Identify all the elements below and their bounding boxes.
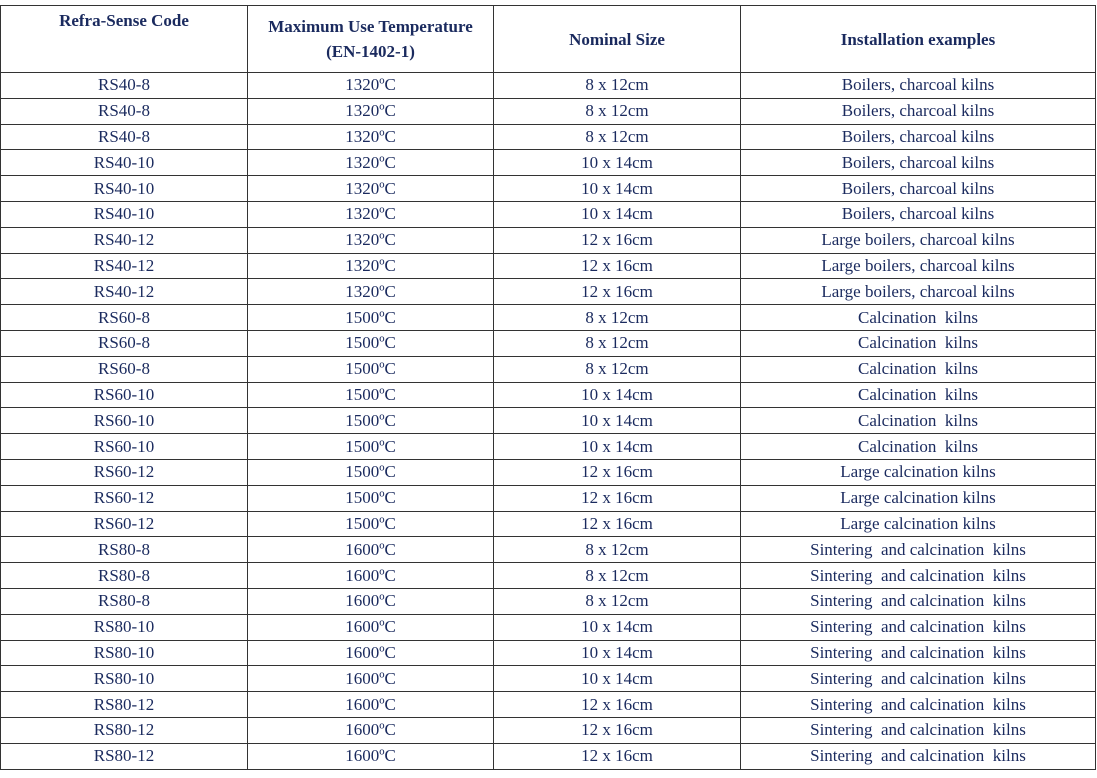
- cell-temperature: 1320ºC: [248, 227, 494, 253]
- cell-temperature: 1500ºC: [248, 330, 494, 356]
- cell-temperature: 1600ºC: [248, 588, 494, 614]
- cell-installation: Sintering and calcination kilns: [741, 563, 1096, 589]
- cell-size: 12 x 16cm: [494, 692, 741, 718]
- cell-code: RS60-10: [1, 382, 248, 408]
- cell-size: 10 x 14cm: [494, 150, 741, 176]
- cell-temperature: 1600ºC: [248, 743, 494, 769]
- cell-installation: Large boilers, charcoal kilns: [741, 227, 1096, 253]
- cell-size: 12 x 16cm: [494, 227, 741, 253]
- cell-size: 10 x 14cm: [494, 408, 741, 434]
- cell-code: RS60-12: [1, 459, 248, 485]
- cell-installation: Sintering and calcination kilns: [741, 614, 1096, 640]
- cell-temperature: 1500ºC: [248, 356, 494, 382]
- cell-code: RS40-12: [1, 227, 248, 253]
- cell-size: 8 x 12cm: [494, 537, 741, 563]
- cell-installation: Large boilers, charcoal kilns: [741, 279, 1096, 305]
- table-row: [1, 382, 1096, 408]
- cell-code: RS60-10: [1, 408, 248, 434]
- cell-code: RS80-10: [1, 614, 248, 640]
- cell-size: 10 x 14cm: [494, 666, 741, 692]
- cell-size: 10 x 14cm: [494, 201, 741, 227]
- table-row: [1, 563, 1096, 589]
- header-size: Nominal Size: [494, 6, 741, 73]
- table-row: [1, 692, 1096, 718]
- cell-size: 12 x 16cm: [494, 717, 741, 743]
- header-temperature-line2: (EN-1402-1): [326, 42, 415, 61]
- cell-installation: Calcination kilns: [741, 382, 1096, 408]
- table-row: [1, 614, 1096, 640]
- cell-size: 10 x 14cm: [494, 176, 741, 202]
- table-row: [1, 305, 1096, 331]
- cell-size: 10 x 14cm: [494, 434, 741, 460]
- cell-size: 12 x 16cm: [494, 511, 741, 537]
- cell-size: 10 x 14cm: [494, 614, 741, 640]
- cell-code: RS80-8: [1, 588, 248, 614]
- cell-installation: Boilers, charcoal kilns: [741, 124, 1096, 150]
- cell-size: 12 x 16cm: [494, 459, 741, 485]
- table-row: [1, 124, 1096, 150]
- cell-installation: Sintering and calcination kilns: [741, 717, 1096, 743]
- table-row: [1, 176, 1096, 202]
- table-body: [1, 73, 1096, 770]
- table-row: [1, 459, 1096, 485]
- table-header: [1, 6, 1096, 73]
- cell-size: 8 x 12cm: [494, 124, 741, 150]
- cell-size: 8 x 12cm: [494, 588, 741, 614]
- cell-code: RS60-10: [1, 434, 248, 460]
- cell-temperature: 1600ºC: [248, 640, 494, 666]
- cell-temperature: 1320ºC: [248, 150, 494, 176]
- cell-code: RS60-12: [1, 485, 248, 511]
- table-row: [1, 330, 1096, 356]
- cell-temperature: 1320ºC: [248, 253, 494, 279]
- header-temperature: [248, 6, 494, 73]
- table-row: [1, 434, 1096, 460]
- cell-installation: Calcination kilns: [741, 305, 1096, 331]
- cell-code: RS60-12: [1, 511, 248, 537]
- cell-code: RS40-8: [1, 124, 248, 150]
- cell-code: RS80-12: [1, 717, 248, 743]
- cell-code: RS60-8: [1, 330, 248, 356]
- table-row: [1, 201, 1096, 227]
- cell-installation: Calcination kilns: [741, 330, 1096, 356]
- table-row: [1, 485, 1096, 511]
- cell-installation: Boilers, charcoal kilns: [741, 201, 1096, 227]
- cell-installation: Large calcination kilns: [741, 511, 1096, 537]
- cell-code: RS40-10: [1, 176, 248, 202]
- cell-size: 8 x 12cm: [494, 98, 741, 124]
- header-temperature-line1: Maximum Use Temperature: [268, 17, 473, 36]
- table-row: [1, 743, 1096, 769]
- cell-installation: Boilers, charcoal kilns: [741, 73, 1096, 99]
- cell-installation: Sintering and calcination kilns: [741, 743, 1096, 769]
- cell-code: RS80-10: [1, 666, 248, 692]
- table-row: [1, 666, 1096, 692]
- cell-code: RS80-10: [1, 640, 248, 666]
- table-row: [1, 150, 1096, 176]
- cell-code: RS40-12: [1, 253, 248, 279]
- cell-code: RS40-8: [1, 98, 248, 124]
- cell-size: 12 x 16cm: [494, 279, 741, 305]
- cell-temperature: 1320ºC: [248, 98, 494, 124]
- header-row: [1, 6, 1096, 73]
- cell-temperature: 1600ºC: [248, 563, 494, 589]
- cell-installation: Sintering and calcination kilns: [741, 666, 1096, 692]
- cell-installation: Calcination kilns: [741, 356, 1096, 382]
- cell-size: 8 x 12cm: [494, 330, 741, 356]
- cell-temperature: 1320ºC: [248, 201, 494, 227]
- product-spec-table: [0, 5, 1096, 770]
- cell-temperature: 1500ºC: [248, 485, 494, 511]
- cell-temperature: 1600ºC: [248, 717, 494, 743]
- cell-code: RS40-8: [1, 73, 248, 99]
- cell-installation: Sintering and calcination kilns: [741, 692, 1096, 718]
- cell-code: RS40-12: [1, 279, 248, 305]
- cell-code: RS80-12: [1, 692, 248, 718]
- cell-installation: Large calcination kilns: [741, 485, 1096, 511]
- table-row: [1, 717, 1096, 743]
- cell-installation: Boilers, charcoal kilns: [741, 98, 1096, 124]
- cell-temperature: 1320ºC: [248, 73, 494, 99]
- cell-temperature: 1500ºC: [248, 408, 494, 434]
- table-row: [1, 98, 1096, 124]
- cell-installation: Boilers, charcoal kilns: [741, 150, 1096, 176]
- cell-temperature: 1320ºC: [248, 124, 494, 150]
- cell-temperature: 1600ºC: [248, 537, 494, 563]
- cell-installation: Sintering and calcination kilns: [741, 537, 1096, 563]
- cell-size: 8 x 12cm: [494, 305, 741, 331]
- cell-code: RS60-8: [1, 356, 248, 382]
- cell-temperature: 1600ºC: [248, 614, 494, 640]
- cell-installation: Calcination kilns: [741, 408, 1096, 434]
- cell-size: 12 x 16cm: [494, 485, 741, 511]
- table-row: [1, 511, 1096, 537]
- table-row: [1, 279, 1096, 305]
- cell-installation: Sintering and calcination kilns: [741, 640, 1096, 666]
- cell-temperature: 1500ºC: [248, 305, 494, 331]
- table-row: [1, 408, 1096, 434]
- cell-size: 8 x 12cm: [494, 73, 741, 99]
- cell-size: 8 x 12cm: [494, 563, 741, 589]
- cell-installation: Large calcination kilns: [741, 459, 1096, 485]
- table-row: [1, 640, 1096, 666]
- cell-installation: Large boilers, charcoal kilns: [741, 253, 1096, 279]
- cell-code: RS80-12: [1, 743, 248, 769]
- table-row: [1, 537, 1096, 563]
- cell-temperature: 1500ºC: [248, 382, 494, 408]
- cell-installation: Sintering and calcination kilns: [741, 588, 1096, 614]
- cell-temperature: 1600ºC: [248, 666, 494, 692]
- cell-size: 12 x 16cm: [494, 743, 741, 769]
- cell-temperature: 1320ºC: [248, 279, 494, 305]
- cell-installation: Calcination kilns: [741, 434, 1096, 460]
- table-row: [1, 588, 1096, 614]
- cell-installation: Boilers, charcoal kilns: [741, 176, 1096, 202]
- table-row: [1, 356, 1096, 382]
- table-row: [1, 253, 1096, 279]
- cell-temperature: 1500ºC: [248, 511, 494, 537]
- table-row: [1, 227, 1096, 253]
- header-code: Refra-Sense Code: [1, 6, 248, 73]
- cell-size: 10 x 14cm: [494, 382, 741, 408]
- cell-size: 12 x 16cm: [494, 253, 741, 279]
- cell-code: RS80-8: [1, 537, 248, 563]
- cell-code: RS80-8: [1, 563, 248, 589]
- cell-size: 10 x 14cm: [494, 640, 741, 666]
- cell-code: RS60-8: [1, 305, 248, 331]
- cell-temperature: 1600ºC: [248, 692, 494, 718]
- cell-temperature: 1320ºC: [248, 176, 494, 202]
- cell-size: 8 x 12cm: [494, 356, 741, 382]
- cell-code: RS40-10: [1, 150, 248, 176]
- cell-code: RS40-10: [1, 201, 248, 227]
- table-row: [1, 73, 1096, 99]
- cell-temperature: 1500ºC: [248, 459, 494, 485]
- cell-temperature: 1500ºC: [248, 434, 494, 460]
- header-installation: Installation examples: [741, 6, 1096, 73]
